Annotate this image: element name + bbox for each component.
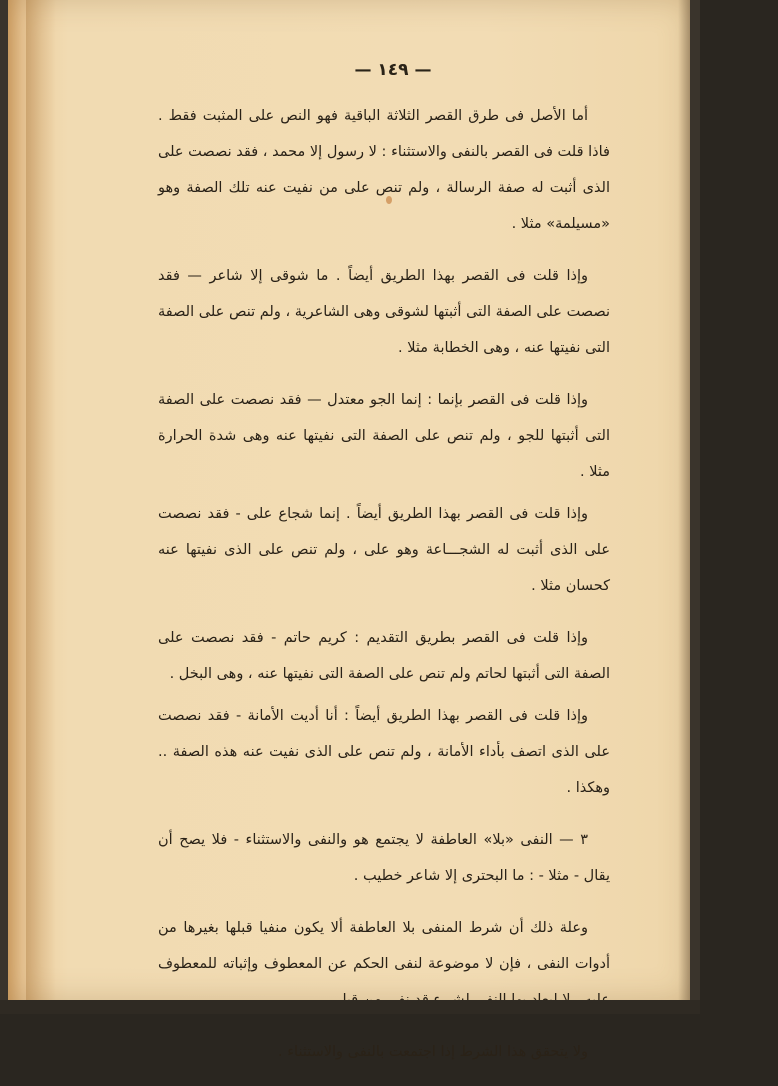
paragraph-5: وإذا قلت فى القصر بطريق التقديم : كريم حاتم - فقد نصصت على الصفة التى أثبتها لحاتم ولم تنص على الصفة التى نفيتها عنه ، وهى البخل . xyxy=(158,630,610,682)
book-page xyxy=(8,0,690,1060)
paragraph-9: ولا يتحقق هذا الشرط إذا اجتمعت بالنفى والاستثناء . xyxy=(277,1044,588,1060)
paragraph-3: وإذا قلت فى القصر بإنما : إنما الجو معتدل — فقد نصصت على الصفة التى أثبتها للجو ، ولم تنص على الصفة التى نفيتها عنه وهى شدة الحرارة مثلا . xyxy=(158,392,610,480)
page-number: — ١٤٩ — xyxy=(354,60,432,80)
paragraph-7: ٣ — النفى «بلا» العاطفة لا يجتمع هو والنفى والاستثناء - فلا يصح أن يقال - مثلا - : ما البحترى إلا شاعر خطيب . xyxy=(158,832,610,884)
body-text xyxy=(158,98,610,1086)
page-edge-shadow xyxy=(678,0,690,1000)
paragraph-1: أما الأصل فى طرق القصر الثلاثة الباقية فهو النص على المثبت فقط . فاذا قلت فى القصر بالنفى والاستثناء : لا رسول إلا محمد ، فقد نصصت على الذى أثبت له صفة الرسالة ، ولم تنص على من نفيت عنه تلك الصفة وهو «مسيلمة» مثلا . xyxy=(158,108,610,232)
paragraph-2: وإذا قلت فى القصر بهذا الطريق أيضاً . ما شوقى إلا شاعر — فقد نصصت على الصفة التى أثبتها لشوقى وهى الشاعرية ، ولم تنص على الصفة التى نفيتها عنه ، وهى الخطابة مثلا . xyxy=(158,268,610,356)
page-gutter xyxy=(26,0,56,1000)
paragraph-4: وإذا قلت فى القصر بهذا الطريق أيضاً . إنما شجاع على - فقد نصصت على الذى أثبت له الشجـــاعة وهو على ، ولم تنص على الذى نفيتها عنه كحسان مثلا . xyxy=(158,506,610,594)
paragraph-8: وعلة ذلك أن شرط المنفى بلا العاطفة ألا يكون منفيا قبلها بغيرها من أدوات النفى ، فإن لا موضوعة لنفى الحكم عن المعطوف وإثباته للمعطوف xyxy=(158,920,610,972)
paragraph-6: وإذا قلت فى القصر بهذا الطريق أيضاً : أنا أديت الأمانة - فقد نصصت على الذى اتصف بأداء الأمانة ، ولم تنص على الذى نفيت عنه هذه الصفة .. وهكذا . xyxy=(158,708,610,796)
scan-bottom-border xyxy=(0,1000,700,1014)
